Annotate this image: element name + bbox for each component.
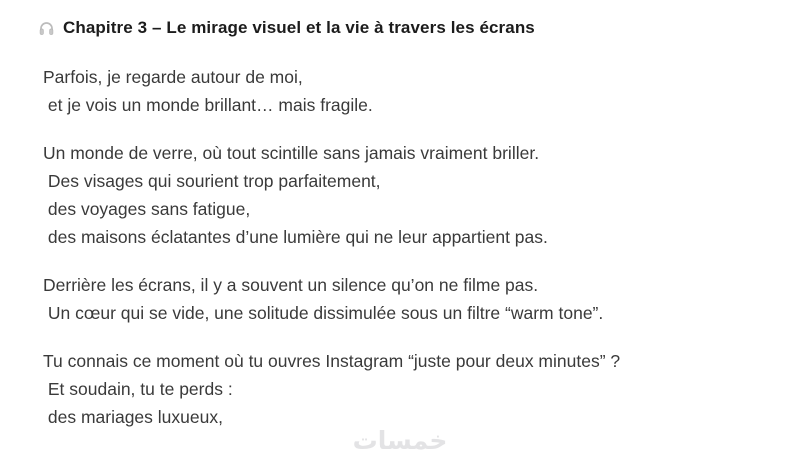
text-line: Tu connais ce moment où tu ouvres Instagram “juste pour deux minutes” ?	[43, 351, 621, 371]
text-line: Un monde de verre, où tout scintille sans jamais vraiment briller.	[43, 143, 540, 163]
text-line: des voyages sans fatigue,	[43, 199, 251, 219]
paragraph-2	[43, 139, 770, 251]
text-line: des maisons éclatantes d’une lumière qui ne leur appartient pas.	[43, 227, 548, 247]
paragraph-3	[43, 271, 770, 327]
chapter-title-row	[0, 17, 800, 39]
khamsat-watermark: خمسات	[352, 426, 448, 455]
text-line: Parfois, je regarde autour de moi,	[43, 67, 303, 87]
text-line: des mariages luxueux,	[43, 407, 223, 427]
text-line: Des visages qui sourient trop parfaitement,	[43, 171, 381, 191]
text-line: et je vois un monde brillant… mais fragile.	[43, 95, 373, 115]
chapter-body	[0, 63, 800, 431]
paragraph-4	[43, 347, 770, 431]
text-line: Derrière les écrans, il y a souvent un silence qu’on ne filme pas.	[43, 275, 539, 295]
headphones-icon	[38, 19, 55, 38]
text-line: Et soudain, tu te perds :	[43, 379, 233, 399]
paragraph-1	[43, 63, 770, 119]
chapter-title: Chapitre 3 – Le mirage visuel et la vie à travers les écrans	[63, 18, 535, 37]
text-line: Un cœur qui se vide, une solitude dissimulée sous un filtre “warm tone”.	[43, 303, 604, 323]
